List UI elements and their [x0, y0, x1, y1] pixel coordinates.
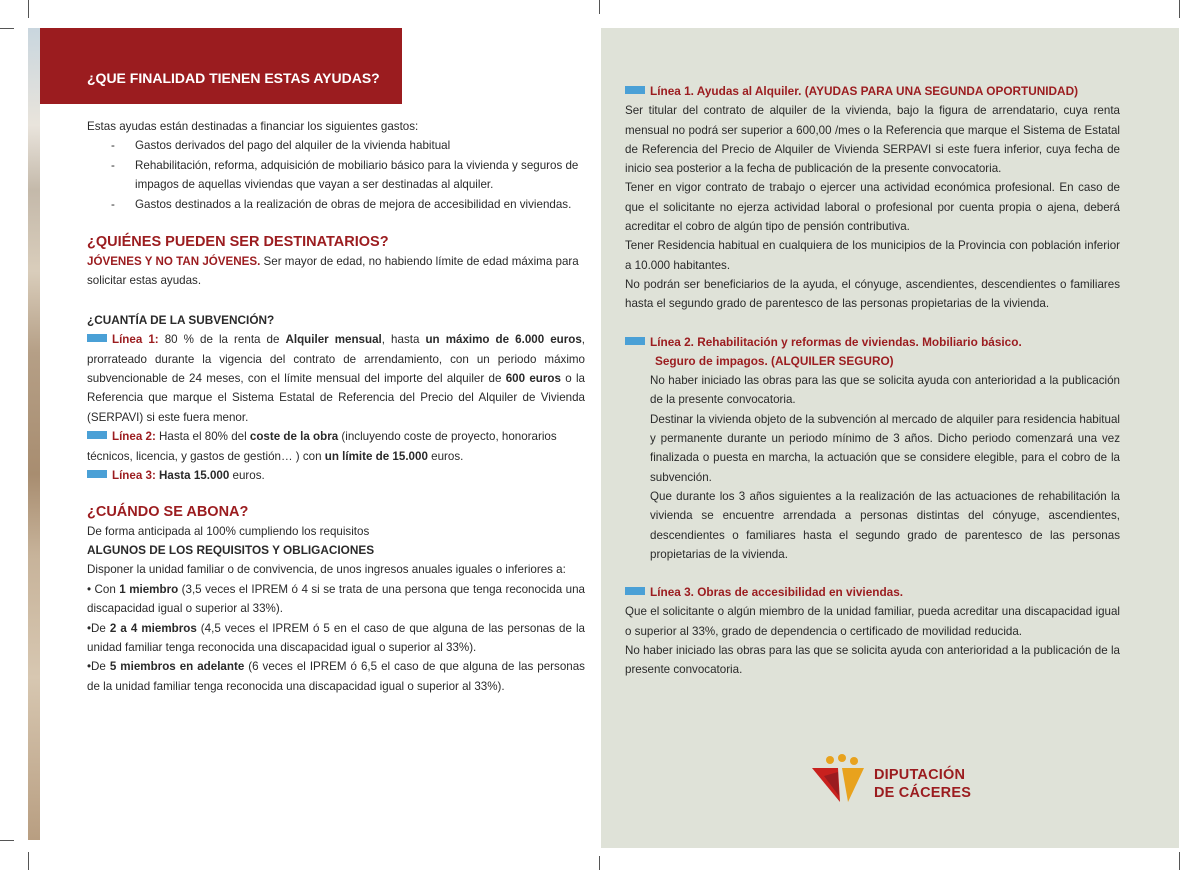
bar-marker [87, 470, 107, 478]
linea3-heading: Línea 3. Obras de accesibilidad en viviendas. [625, 583, 1120, 602]
section-header [40, 28, 402, 104]
list-item: - Gastos derivados del pago del alquiler de la vivienda habitual [111, 139, 451, 153]
list-item: - Rehabilitación, reforma, adquisición de mobiliario básico para la vivienda y seguros de impagos de aquellas viviendas que vayan a ser destinadas al alquiler. [111, 158, 579, 192]
paragraph: Tener en vigor contrato de trabajo o ejercer una actividad económica profesional. En caso de que el solicitante no ejerza actividad laboral o profesional por cuenta propia o ajena, deberá acreditar el cobro de algún tipo de pensión contributiva. [625, 181, 1120, 234]
bar-marker [625, 337, 645, 345]
bar-marker [87, 431, 107, 439]
linea1-text: Línea 1: 80 % de la renta de Alquiler mensual, hasta un máximo de 6.000 euros, prorrateado durante la vigencia del contrato de arrendamiento, con un periodo máximo subvencionable de 24 meses, con el límite mensual del importe del alquiler de 600 euros o la Referencia que marque el Sistema Estatal de Referencia del Precio del Alquiler de Vivienda (SERPAVI) si este fuera menor. [87, 333, 586, 424]
crop-mark [0, 28, 14, 29]
right-column [625, 82, 1120, 680]
paragraph: No haber iniciado las obras para las que se solicita ayuda con anterioridad a la publicación de la presente convocatoria. [625, 644, 1120, 677]
paragraph: Destinar la vivienda objeto de la subvención al mercado de alquiler para residencia habitual y permanente durante un periodo mínimo de 3 años. Dicho periodo comenzará una vez finalizada o puesta en marcha, la actuación que se considere elegible, para el cobro de la subvención. [650, 412, 1120, 484]
crop-mark [0, 840, 14, 841]
crop-mark [599, 856, 600, 870]
logo-text: DIPUTACIÓN DE CÁCERES [874, 767, 972, 801]
logo-emblem-icon [810, 752, 870, 808]
requisitos-intro: Disponer la unidad familiar o de convivencia, de unos ingresos anuales iguales o inferiores a: [87, 563, 566, 577]
linea2-subheading: Seguro de impagos. (ALQUILER SEGURO) [655, 353, 894, 368]
bar-marker [625, 86, 645, 94]
crop-mark [599, 0, 600, 14]
cuando-heading: ¿CUÁNDO SE ABONA? [87, 503, 249, 520]
left-column [87, 117, 585, 696]
paragraph: No podrán ser beneficiarios de la ayuda, el cónyuge, ascendientes, descendientes o familiares hasta el segundo grado de parentesco de las personas propietarias de la vivienda. [625, 277, 1120, 311]
linea2-heading: Línea 2. Rehabilitación y reformas de viviendas. Mobiliario básico. [625, 333, 1120, 352]
cuando-text: De forma anticipada al 100% cumpliendo los requisitos [87, 524, 370, 538]
paragraph: Que el solicitante o algún miembro de la unidad familiar, pueda acreditar una discapacidad igual o superior al 33%, grado de dependencia o certificado de movilidad reducida. [625, 605, 1120, 638]
paragraph: Que durante los 3 años siguientes a la realización de las actuaciones de rehabilitación la vivienda se encuentre arrendada a personas distintas del cónyuge, ascendientes, descendientes o familiares hasta el segundo grado de parentesco de las personas propietarias de la vivienda. [650, 489, 1120, 561]
page-title: ¿QUE FINALIDAD TIENEN ESTAS AYUDAS? [87, 70, 380, 86]
cuantia-heading: ¿CUANTÍA DE LA SUBVENCIÓN? [87, 312, 275, 327]
linea2-text: Línea 2: Hasta el 80% del coste de la obra (incluyendo coste de proyecto, honorarios técnicos, licencia, y gastos de gestión… ) con un límite de 15.000 euros. [87, 430, 557, 463]
paragraph: No haber iniciado las obras para las que se solicita ayuda con anterioridad a la publicación de la presente convocatoria. [650, 374, 1120, 407]
crop-mark [28, 852, 29, 870]
paragraph: Tener Residencia habitual en cualquiera de los municipios de la Provincia con población inferior a 10.000 habitantes. [625, 239, 1120, 272]
crop-mark [1179, 0, 1180, 18]
list-item: - Gastos destinados a la realización de obras de mejora de accesibilidad en viviendas. [111, 197, 572, 211]
linea1-heading: Línea 1. Ayudas al Alquiler. (AYUDAS PARA UNA SEGUNDA OPORTUNIDAD) [625, 82, 1120, 101]
quienes-text: JÓVENES Y NO TAN JÓVENES. Ser mayor de edad, no habiendo límite de edad máxima para solicitar estas ayudas. [87, 255, 579, 288]
paragraph: Ser titular del contrato de alquiler de la vivienda, bajo la figura de arrendatario, cuya renta mensual no podrá ser superior a 600,00 /mes o la Referencia que marque el Sistema de Estatal de Referencia del Precio de Alquiler de Vivienda SERPAVI si este fuera inferior, cuya fecha de inicio sea posterior a la fecha de publicación de la presente convocatoria. [625, 104, 1120, 176]
crop-mark [1179, 852, 1180, 870]
quienes-heading: ¿QUIÉNES PUEDEN SER DESTINATARIOS? [87, 234, 389, 251]
bar-marker [87, 334, 107, 342]
bar-marker [625, 587, 645, 595]
intro-text: Estas ayudas están destinadas a financiar los siguientes gastos: [87, 120, 419, 133]
logo [810, 752, 980, 808]
member-item: •De 2 a 4 miembros (4,5 veces el IPREM ó 5 en el caso de que alguna de las personas de la unidad familiar tenga reconocida una discapacidad igual o superior al 33%). [87, 621, 585, 654]
requisitos-heading: ALGUNOS DE LOS REQUISITOS Y OBLIGACIONES [87, 542, 375, 557]
photo-strip [28, 28, 40, 840]
member-item: •De 5 miembros en adelante (6 veces el IPREM ó 6,5 el caso de que alguna de las personas de la unidad familiar tenga reconocida una discapacidad igual o superior al 33%). [87, 660, 585, 693]
member-item: • Con 1 miembro (3,5 veces el IPREM ó 4 si se trata de una persona que tenga reconocida una discapacidad igual o superior al 33%). [87, 582, 585, 616]
crop-mark [28, 0, 29, 18]
linea3-text: Línea 3: Hasta 15.000 euros. [87, 466, 585, 485]
